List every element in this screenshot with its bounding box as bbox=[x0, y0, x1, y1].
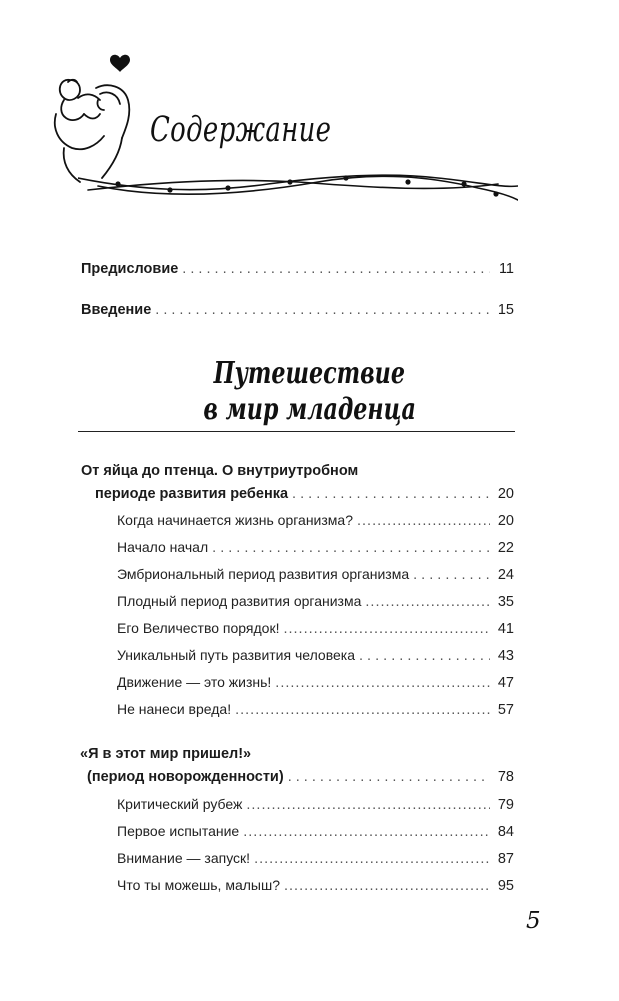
toc-entry-preface[interactable] bbox=[81, 260, 514, 278]
dot-leader bbox=[275, 674, 490, 692]
chapter-title-line1[interactable]: «Я в этот мир пришел!» bbox=[80, 746, 252, 762]
dot-leader bbox=[182, 260, 490, 278]
toc-subentry[interactable] bbox=[117, 673, 514, 692]
toc-page-number: 84 bbox=[497, 824, 514, 840]
toc-subentry-label: Критический рубеж bbox=[117, 796, 243, 812]
toc-subentry[interactable] bbox=[117, 592, 514, 611]
toc-page-number: 11 bbox=[498, 261, 514, 277]
toc-entry-label: Предисловие bbox=[81, 261, 179, 277]
toc-subentry-label: Внимание — запуск! bbox=[117, 850, 251, 866]
toc-subentry[interactable] bbox=[117, 565, 514, 584]
toc-page-number: 22 bbox=[497, 540, 514, 556]
toc-subentry[interactable] bbox=[117, 538, 514, 557]
contents-title: Содержание bbox=[150, 110, 332, 150]
dot-leader bbox=[243, 823, 490, 841]
toc-subentry[interactable] bbox=[117, 876, 514, 895]
toc-subentry[interactable] bbox=[117, 511, 514, 530]
dot-leader bbox=[235, 701, 490, 719]
toc-subentry[interactable] bbox=[117, 795, 514, 814]
toc-subentry-label: Его Величество порядок! bbox=[117, 620, 280, 636]
toc-page-number: 95 bbox=[497, 878, 514, 894]
toc-subentry-label: Уникальный путь развития человека bbox=[117, 647, 355, 663]
toc-subentry[interactable] bbox=[117, 822, 514, 841]
toc-subentry[interactable] bbox=[117, 700, 514, 719]
toc-entry-label: Введение bbox=[81, 302, 152, 318]
toc-page-number: 35 bbox=[497, 594, 514, 610]
toc-page-number: 15 bbox=[497, 302, 514, 318]
toc-subentry-label: Плодный период развития организма bbox=[117, 593, 362, 609]
toc-page-number: 24 bbox=[497, 567, 514, 583]
toc-subentry-label: Первое испытание bbox=[117, 823, 240, 839]
toc-page-number: 20 bbox=[497, 513, 514, 529]
toc-subentry[interactable] bbox=[117, 849, 514, 868]
dot-leader bbox=[155, 301, 490, 319]
toc-subentry-label: Движение — это жизнь! bbox=[117, 674, 272, 690]
toc-page-number: 57 bbox=[497, 702, 514, 718]
chapter-title-line1[interactable]: От яйца до птенца. О внутриутробном bbox=[81, 463, 359, 479]
dot-leader bbox=[254, 850, 490, 868]
toc-subentry[interactable] bbox=[117, 619, 514, 638]
dot-leader bbox=[283, 620, 490, 638]
toc-subentry-label: Что ты можешь, малыш? bbox=[117, 877, 280, 893]
toc-subentry-label: Не нанеси вреда! bbox=[117, 701, 232, 717]
toc-page-number: 79 bbox=[497, 797, 514, 813]
dot-leader bbox=[246, 796, 490, 814]
toc-page-number: 47 bbox=[497, 675, 514, 691]
dot-leader bbox=[357, 512, 490, 530]
section-title-line1: Путешествие bbox=[213, 356, 406, 391]
section-divider bbox=[78, 431, 515, 432]
chapter-title-line2: периоде развития ребенка bbox=[95, 486, 289, 502]
toc-page-number: 41 bbox=[497, 621, 514, 637]
toc-subentry-label: Начало начал bbox=[117, 539, 209, 555]
toc-subentry-label: Когда начинается жизнь организма? bbox=[117, 512, 353, 528]
dot-leader bbox=[292, 485, 490, 503]
dot-leader bbox=[413, 566, 490, 584]
section-title-line2: в мир младенца bbox=[203, 392, 416, 427]
dot-leader bbox=[359, 647, 490, 665]
toc-entry-chapter2[interactable] bbox=[87, 768, 514, 786]
dot-leader bbox=[365, 593, 490, 611]
toc-entry-introduction[interactable] bbox=[81, 301, 514, 319]
toc-subentry[interactable] bbox=[117, 646, 514, 665]
dot-leader bbox=[288, 768, 490, 786]
toc-page-number: 20 bbox=[497, 486, 514, 502]
dot-leader bbox=[284, 877, 490, 895]
chapter-title-line2: (период новорожденности) bbox=[87, 769, 284, 785]
toc-page-number: 78 bbox=[497, 769, 514, 785]
wavy-divider-icon bbox=[78, 160, 518, 210]
dot-leader bbox=[212, 539, 490, 557]
toc-page-number: 87 bbox=[497, 851, 514, 867]
page-number: 5 bbox=[526, 908, 541, 934]
toc-entry-chapter1[interactable] bbox=[95, 485, 514, 503]
toc-page-number: 43 bbox=[497, 648, 514, 664]
toc-subentry-label: Эмбриональный период развития организма bbox=[117, 566, 410, 582]
